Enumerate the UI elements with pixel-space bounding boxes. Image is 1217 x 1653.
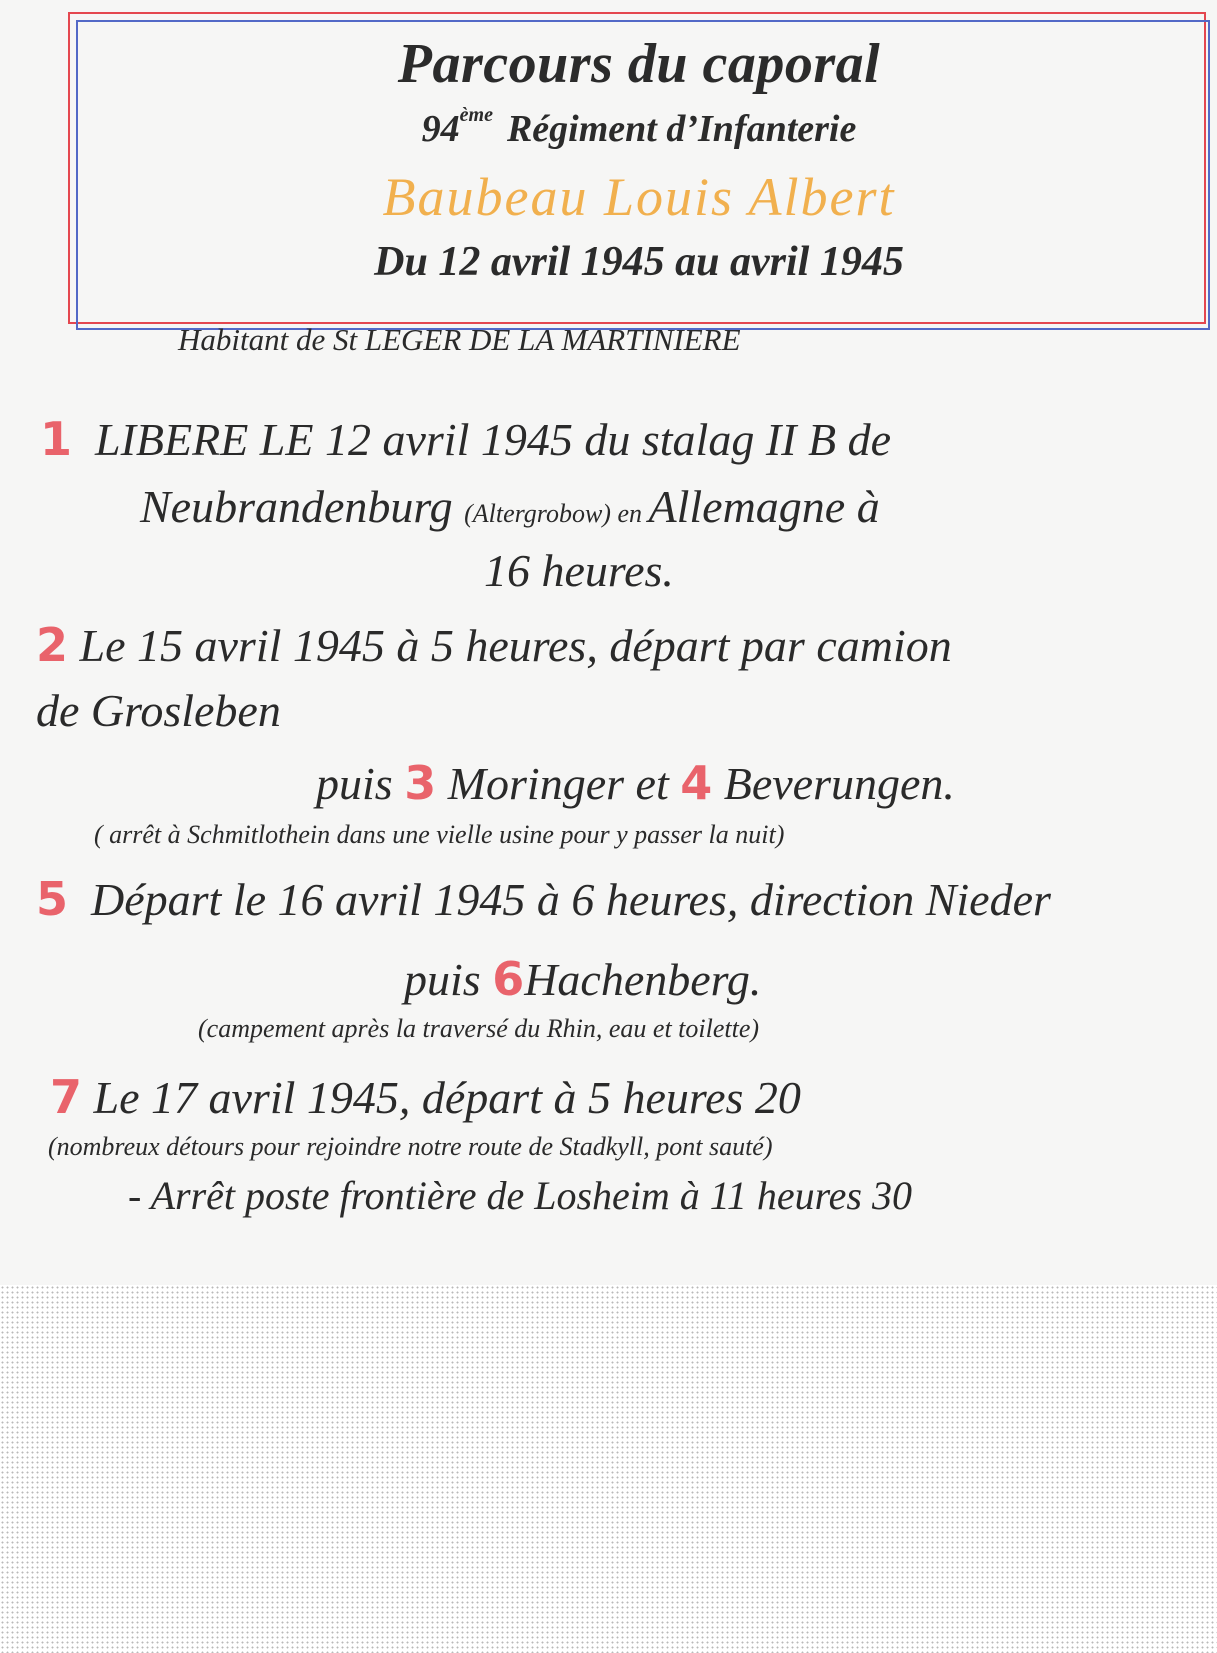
step-7-line-3: - Arrêt poste frontière de Losheim à 11 heures 30 [128,1173,912,1218]
step-1-country: Allemagne à [648,481,880,532]
step-4-place: Beverungen. [712,758,955,809]
step-1-line-3: 16 heures. [484,545,674,596]
step-2-text: Le 15 avril 1945 à 5 heures, départ par camion [79,620,952,671]
step-7-line-1 [50,1070,801,1124]
date-range: Du 12 avril 1945 au avril 1945 [374,239,904,285]
title-block [72,16,1206,326]
step-7-note: (nombreux détours pour rejoindre notre route de Stadkyll, pont sauté) [48,1132,773,1161]
regiment-line [72,104,1206,151]
step-number-6: 6 [492,952,525,1006]
document-title: Parcours du caporal [397,33,881,95]
step-2-line-1 [36,618,952,672]
step-6-line [404,952,761,1006]
regiment-number: 94 [421,108,460,150]
step-7-text: Le 17 avril 1945, départ à 5 heures 20 [93,1072,801,1123]
step-1-text: LIBERE LE 12 avril 1945 du stalag II B de [95,414,891,465]
step-6-pre: puis [404,954,493,1005]
step-2-line-2: de Grosleben [36,685,281,736]
step-3-pre: puis [316,758,405,809]
step-number-1: 1 [40,412,73,466]
soldier-name: Baubeau Louis Albert [382,167,896,227]
step-number-7: 7 [50,1070,83,1124]
step-6-note: (campement après la traversé du Rhin, eau et toilette) [198,1014,760,1043]
step-3-place: Moringer et [436,758,681,809]
dotted-background [0,1285,1217,1653]
step-3-4-line [316,756,955,810]
step-number-3: 3 [404,756,437,810]
step-3-4-note: ( arrêt à Schmitlothein dans une vielle usine pour y passer la nuit) [94,820,785,849]
regiment-suffix: ème [459,104,493,126]
step-5-text: Départ le 16 avril 1945 à 6 heures, direction Nieder [91,874,1051,925]
step-number-4: 4 [680,756,713,810]
step-1-line-1 [40,412,891,466]
step-1-line-2 [140,480,880,533]
regiment-name: Régiment d’Infanterie [506,108,857,150]
resident-line: Habitant de St LEGER DE LA MARTINIERE [178,322,741,357]
step-6-place: Hachenberg. [524,954,762,1005]
step-number-5: 5 [36,872,69,926]
step-5-line [36,872,1051,926]
step-1-aside: (Altergrobow) en [464,499,649,528]
step-1-place: Neubrandenburg [140,481,465,532]
step-number-2: 2 [36,618,69,672]
